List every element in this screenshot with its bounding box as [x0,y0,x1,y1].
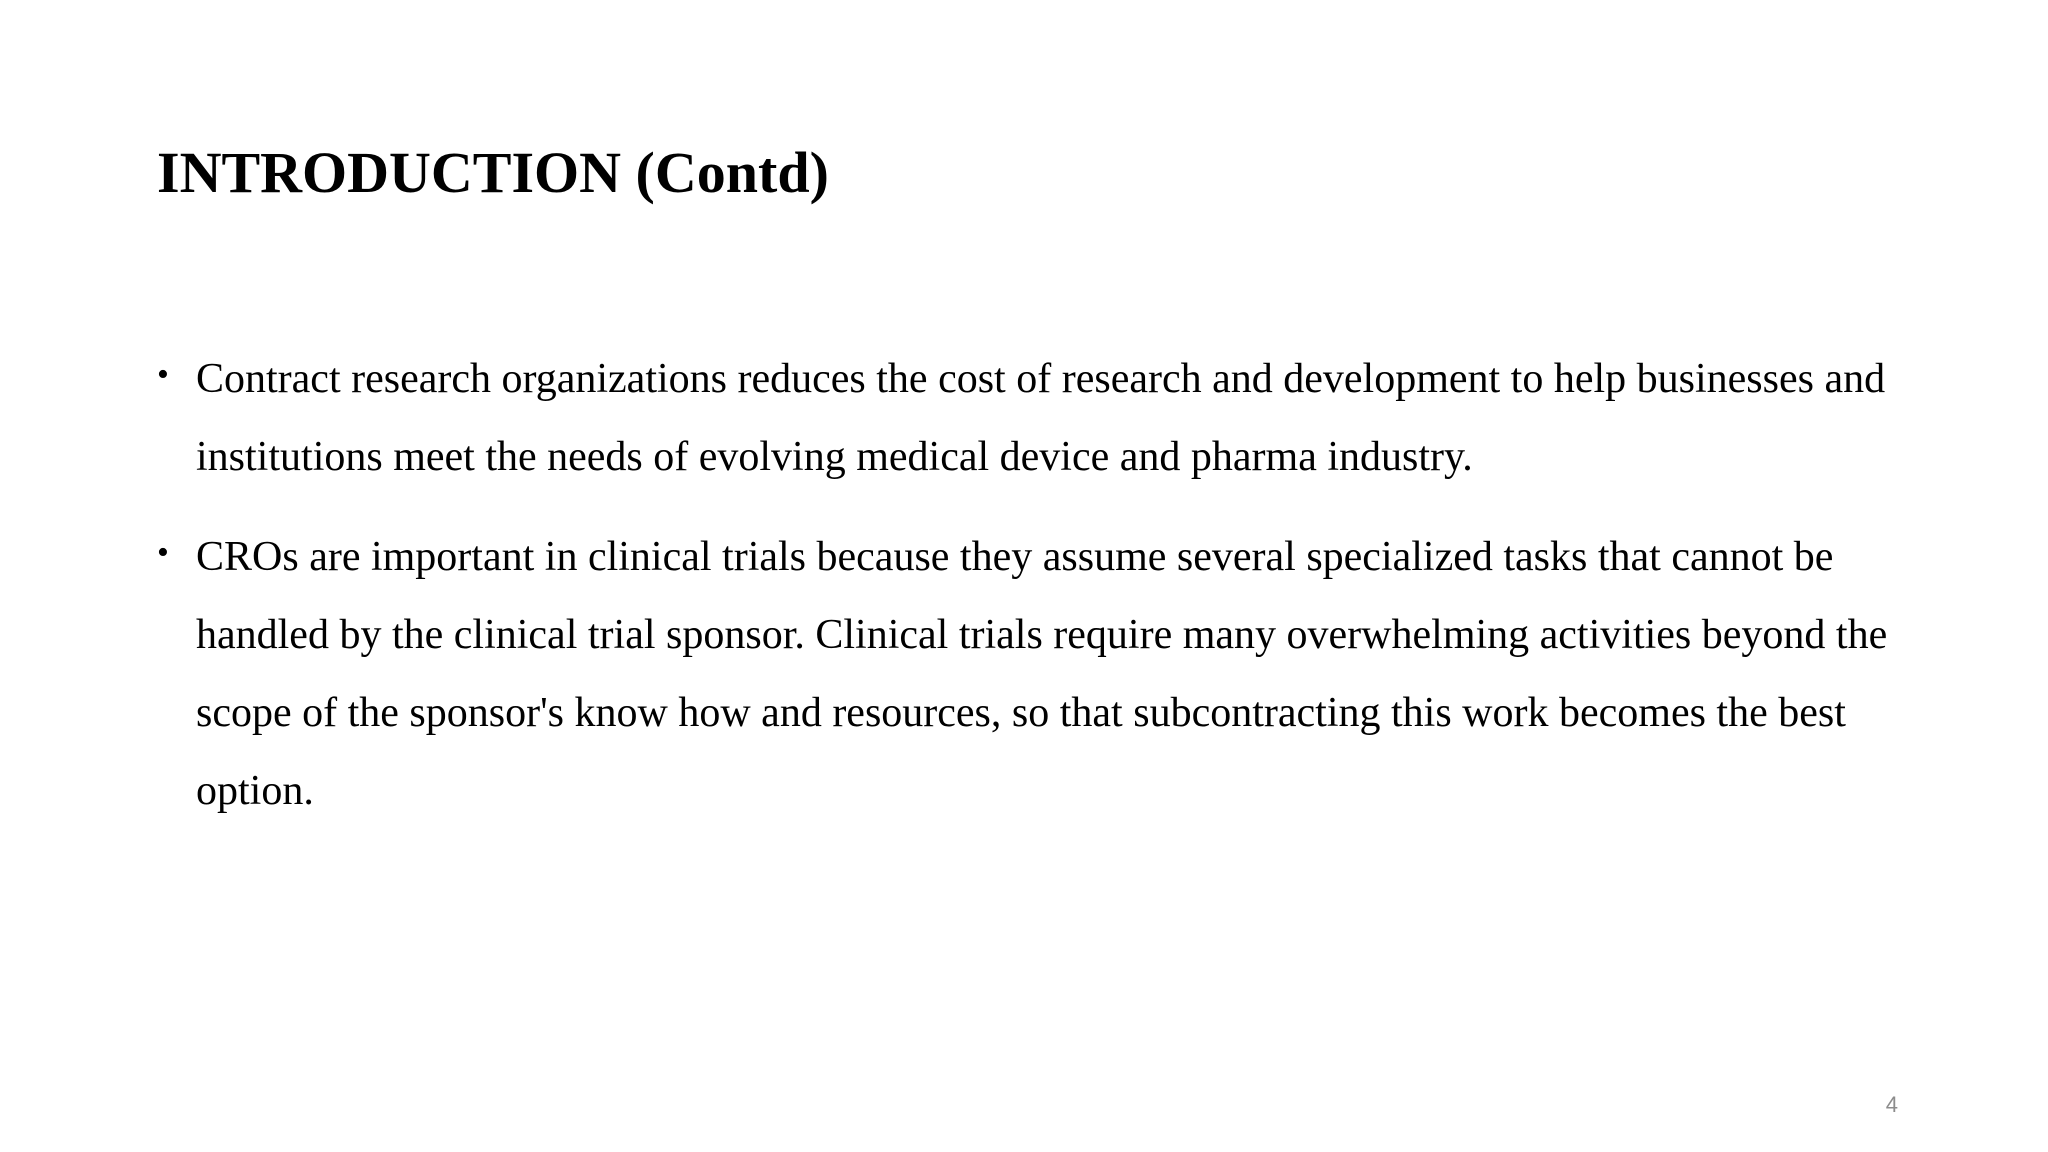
bullet-item [157,518,1917,830]
slide-number: 4 [1885,1092,1898,1117]
slide-title: INTRODUCTION (Contd) [157,140,829,205]
bullet-item [157,340,1917,496]
bullet-text: Contract research organizations reduces the cost of research and development to help businesses and institutions meet the needs of evolving medical device and pharma industry. [196,356,1886,480]
bullet-icon: • [157,356,169,393]
bullet-text: CROs are important in clinical trials because they assume several specialized tasks that cannot be handled by the clinical trial sponsor. Clinical trials require many overwhelming activities beyond the scope of the sponsor's know how and resources, so that subcontracting this work becomes the best option. [196,534,1888,814]
bullet-icon: • [157,534,169,571]
bullet-list [157,340,1917,852]
